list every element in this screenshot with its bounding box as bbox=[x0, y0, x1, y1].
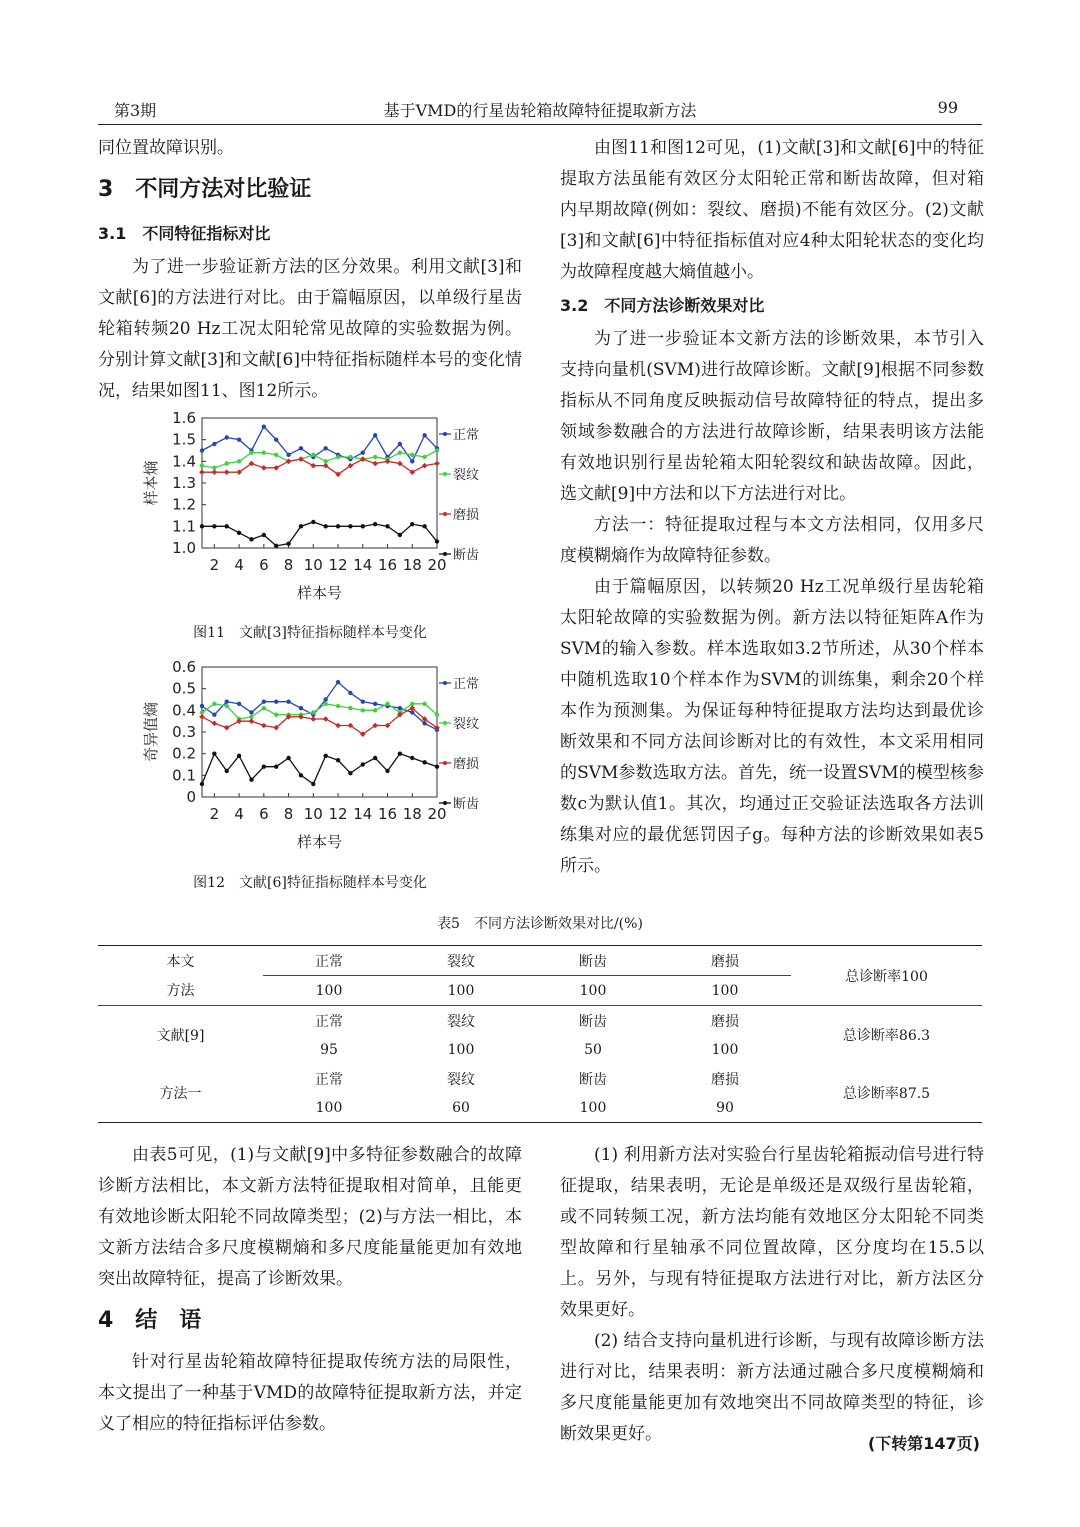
paragraph: (2) 结合支持向量机进行诊断，与现有故障诊断方法进行对比，结果表明：新方法通过融合多尺度模糊熵和多尺度能量能更加有效地突出不同故障类型的特征，诊断效果更好。 bbox=[560, 1331, 984, 1444]
data-point bbox=[274, 453, 278, 457]
x-tick-label: 12 bbox=[328, 556, 348, 574]
paragraph: 由于篇幅原因，以转频20 Hz工况单级行星齿轮箱太阳轮故障的实验数据为例。新方法以特征矩阵A作为SVM的输入参数。样本选取如3.2节所述，从30个样本中随机选取10个样本作为SVM的训练集，剩余20个样本作为预测集。为保证每种特征提取方法均达到最优诊断效果和不同方法间诊断对比的有效性，本文采用相同的SVM参数选取方法。首先，统一设置SVM的模型核参数c为默认值1。其次，均通过正交验证法选取各方法训练集对应的最优惩罚因子g。每种方法的诊断效果如表5所示。 bbox=[560, 577, 984, 876]
data-point bbox=[335, 723, 341, 729]
data-point bbox=[262, 533, 266, 537]
data-point bbox=[212, 442, 216, 446]
data-point bbox=[249, 718, 255, 724]
legend-marker bbox=[443, 801, 447, 805]
header-cell: 正常 bbox=[263, 1006, 395, 1036]
data-point bbox=[225, 699, 229, 703]
y-tick-label: 0.5 bbox=[172, 679, 196, 698]
data-point bbox=[261, 723, 267, 729]
data-point bbox=[435, 448, 439, 452]
data-point bbox=[336, 680, 340, 684]
data-point bbox=[199, 469, 205, 475]
legend-label: 磨损 bbox=[453, 757, 480, 772]
header-cell: 正常 bbox=[263, 946, 395, 976]
data-point bbox=[410, 522, 414, 526]
data-point bbox=[311, 520, 315, 524]
data-point bbox=[385, 769, 389, 773]
data-point bbox=[398, 533, 402, 537]
data-point bbox=[398, 450, 402, 454]
data-point bbox=[422, 463, 428, 469]
plot-frame bbox=[202, 418, 437, 548]
continuation-note: (下转第147页) bbox=[867, 1434, 980, 1453]
running-header bbox=[98, 96, 982, 125]
data-point bbox=[373, 708, 377, 712]
data-point bbox=[212, 702, 216, 706]
data-point bbox=[398, 442, 402, 446]
table-row bbox=[98, 1064, 982, 1093]
series-line bbox=[202, 754, 437, 784]
x-tick-label: 16 bbox=[377, 556, 398, 574]
paragraph: 为了进一步验证新方法的区分效果。利用文献[3]和文献[6]的方法进行对比。由于篇幅原因，以单级行星齿轮箱转频20 Hz工况太阳轮常见故障的实验数据为例。分别计算文献[3]和文献[6]中特征指标随样本号的变化情况，结果如图11、图12所示。 bbox=[98, 257, 522, 401]
data-point bbox=[361, 450, 365, 454]
data-point bbox=[261, 465, 267, 471]
legend-marker bbox=[443, 512, 447, 516]
y-tick-label: 0.4 bbox=[172, 701, 196, 720]
x-tick-label: 20 bbox=[427, 805, 447, 823]
data-point bbox=[262, 424, 266, 428]
data-point bbox=[410, 756, 414, 760]
data-point bbox=[373, 433, 377, 437]
total-cell: 总诊断率87.5 bbox=[842, 1086, 931, 1102]
data-point bbox=[237, 702, 241, 706]
y-tick-label: 0.2 bbox=[172, 744, 196, 763]
data-point bbox=[274, 699, 278, 703]
data-point bbox=[286, 699, 290, 703]
data-point bbox=[200, 448, 204, 452]
section-3-heading: 3 不同方法对比验证 bbox=[98, 177, 312, 202]
header-cell: 裂纹 bbox=[395, 946, 527, 976]
data-point bbox=[224, 469, 230, 475]
x-tick-label: 8 bbox=[283, 805, 294, 823]
data-point bbox=[361, 708, 365, 712]
y-tick-label: 1.4 bbox=[172, 452, 196, 471]
value-cell: 100 bbox=[315, 1099, 343, 1116]
value-cell: 90 bbox=[716, 1099, 734, 1116]
value-cell: 60 bbox=[452, 1099, 470, 1116]
data-point bbox=[434, 461, 440, 467]
header-cell: 正常 bbox=[315, 1071, 343, 1088]
legend-label: 正常 bbox=[453, 677, 480, 692]
value-cell: 50 bbox=[584, 1041, 602, 1058]
data-point bbox=[225, 435, 229, 439]
plot-frame bbox=[202, 667, 437, 797]
data-point bbox=[422, 455, 426, 459]
section-4-heading: 4 结 语 bbox=[98, 1308, 202, 1333]
legend-marker bbox=[443, 472, 447, 476]
page-number: 99 bbox=[937, 98, 958, 117]
data-point bbox=[422, 524, 426, 528]
data-point bbox=[323, 524, 327, 528]
x-tick-label: 6 bbox=[259, 556, 269, 574]
y-axis-label: 样本熵 bbox=[142, 460, 160, 506]
data-point bbox=[311, 782, 315, 786]
header-cell: 断齿 bbox=[579, 1071, 607, 1088]
data-point bbox=[199, 714, 205, 720]
table-row bbox=[98, 946, 982, 976]
data-point bbox=[200, 463, 204, 467]
data-point bbox=[224, 725, 230, 731]
data-point bbox=[200, 782, 204, 786]
data-point bbox=[225, 524, 229, 528]
running-title: 基于VMD的行星齿轮箱故障特征提取新方法 bbox=[383, 101, 697, 120]
x-tick-label: 14 bbox=[353, 556, 373, 574]
header-cell: 磨损 bbox=[659, 946, 791, 976]
x-axis-label: 样本号 bbox=[296, 584, 343, 602]
y-tick-label: 1.6 bbox=[172, 409, 196, 427]
figure-11-caption: 图11 文献[3]特征指标随样本号变化 bbox=[193, 625, 427, 641]
data-point bbox=[299, 446, 303, 450]
data-point bbox=[348, 455, 352, 459]
data-point bbox=[286, 756, 290, 760]
data-point bbox=[311, 463, 317, 469]
section-3-2-heading: 3.2 不同方法诊断效果对比 bbox=[560, 296, 765, 315]
data-point bbox=[361, 762, 365, 766]
data-point bbox=[212, 712, 216, 716]
data-point bbox=[422, 702, 426, 706]
data-point bbox=[274, 544, 278, 548]
legend-marker bbox=[443, 432, 447, 436]
data-point bbox=[373, 455, 377, 459]
paragraph: 为了进一步验证本文新方法的诊断效果，本节引入支持向量机(SVM)进行故障诊断。文献[9]根据不同参数指标从不同角度反映振动信号故障特征的特点，提出多领域参数融合的方法进行故障诊断，结果表明该方法能有效地识别行星齿轮箱太阳轮裂纹和缺齿故障。因此，选文献[9]中方法和以下方法进行对比。 bbox=[560, 329, 984, 504]
header-cell: 断齿 bbox=[527, 946, 659, 976]
data-point bbox=[435, 539, 439, 543]
data-point bbox=[249, 710, 253, 714]
paragraph: 方法一：特征提取过程与本文方法相同，仅用多尺度模糊熵作为故障特征参数。 bbox=[560, 515, 984, 566]
value-cell: 100 bbox=[579, 1099, 607, 1116]
data-point bbox=[323, 716, 329, 722]
header-cell: 裂纹 bbox=[395, 1006, 527, 1036]
right-column bbox=[560, 133, 984, 882]
value-cell: 100 bbox=[579, 982, 607, 999]
data-point bbox=[273, 465, 279, 471]
total-cell: 总诊断率100 bbox=[845, 968, 928, 985]
value-cell: 100 bbox=[315, 982, 343, 999]
table-5 bbox=[98, 945, 982, 1123]
y-tick-label: 0.6 bbox=[172, 658, 196, 676]
x-tick-label: 8 bbox=[283, 556, 294, 574]
data-point bbox=[398, 706, 402, 710]
data-point bbox=[274, 764, 278, 768]
data-point bbox=[385, 524, 389, 528]
data-point bbox=[311, 453, 315, 457]
data-point bbox=[373, 756, 377, 760]
table-5-caption: 表5 不同方法诊断效果对比/(%) bbox=[437, 916, 643, 932]
legend-label: 正常 bbox=[453, 428, 480, 443]
data-point bbox=[286, 541, 290, 545]
header-cell: 裂纹 bbox=[447, 1071, 475, 1088]
issue-number: 第3期 bbox=[114, 101, 157, 120]
data-point bbox=[299, 524, 303, 528]
paragraph: 由图11和图12可见，(1)文献[3]和文献[6]中的特征提取方法虽能有效区分太阳轮正常和断齿故障，但对箱内早期故障(例如：裂纹、磨损)不能有效区分。(2)文献[3]和文献[6]中特征指标值对应4种太阳轮状态的变化均为故障程度越大熵值越小。 bbox=[560, 138, 984, 282]
data-point bbox=[435, 764, 439, 768]
data-point bbox=[360, 456, 366, 462]
data-point bbox=[348, 706, 352, 710]
method-cell: 本文 bbox=[166, 953, 195, 970]
data-point bbox=[299, 706, 303, 710]
bottom-right-column bbox=[560, 1140, 984, 1450]
data-point bbox=[435, 712, 439, 716]
data-point bbox=[262, 706, 266, 710]
header-cell: 断齿 bbox=[527, 1006, 659, 1036]
legend-marker bbox=[443, 552, 447, 556]
y-tick-label: 1.2 bbox=[172, 495, 196, 514]
data-point bbox=[212, 751, 216, 755]
data-point bbox=[348, 771, 352, 775]
x-tick-label: 4 bbox=[234, 805, 244, 823]
data-point bbox=[225, 461, 229, 465]
data-point bbox=[286, 459, 292, 465]
value-cell: 100 bbox=[711, 1041, 739, 1058]
data-point bbox=[323, 697, 327, 701]
data-point bbox=[249, 537, 253, 541]
data-point bbox=[373, 522, 377, 526]
y-tick-label: 1.0 bbox=[172, 539, 196, 557]
value-cell: 100 bbox=[711, 982, 739, 999]
data-point bbox=[249, 450, 253, 454]
data-point bbox=[372, 461, 378, 467]
y-tick-label: 1.3 bbox=[172, 474, 196, 492]
y-tick-label: 0.3 bbox=[172, 723, 196, 741]
section-3-1-heading: 3.1 不同特征指标对比 bbox=[98, 224, 271, 243]
data-point bbox=[361, 699, 365, 703]
x-tick-label: 2 bbox=[209, 556, 220, 574]
data-point bbox=[348, 524, 352, 528]
y-tick-label: 1.1 bbox=[172, 517, 196, 536]
data-point bbox=[212, 721, 218, 727]
data-point bbox=[212, 469, 218, 475]
data-point bbox=[262, 764, 266, 768]
total-cell: 总诊断率86.3 bbox=[791, 1006, 982, 1065]
data-point bbox=[212, 524, 216, 528]
left-column bbox=[98, 133, 522, 407]
x-tick-label: 18 bbox=[402, 556, 422, 574]
data-point bbox=[323, 702, 327, 706]
data-point bbox=[323, 754, 327, 758]
figure-12-caption: 图12 文献[6]特征指标随样本号变化 bbox=[193, 875, 427, 891]
x-tick-label: 20 bbox=[427, 556, 447, 574]
method-cell: 文献[9] bbox=[98, 1006, 263, 1065]
data-point bbox=[262, 450, 266, 454]
value-cell: 100 bbox=[447, 1041, 475, 1058]
y-axis-label: 奇异值熵 bbox=[142, 701, 160, 763]
data-point bbox=[311, 716, 317, 722]
paragraph: 由表5可见，(1)与文献[9]中多特征参数融合的故障诊断方法相比，本文新方法特征提取相对简单，且能更有效地诊断太阳轮不同故障类型；(2)与方法一相比，本文新方法结合多尺度模糊熵和多尺度能量能更加有效地突出故障特征，提高了诊断效果。 bbox=[98, 1145, 522, 1289]
data-point bbox=[422, 760, 426, 764]
data-point bbox=[225, 769, 229, 773]
value-cell: 95 bbox=[320, 1041, 338, 1058]
y-tick-label: 0.1 bbox=[172, 766, 196, 785]
x-tick-label: 4 bbox=[234, 556, 244, 574]
data-point bbox=[225, 704, 229, 708]
data-point bbox=[422, 433, 426, 437]
legend-label: 裂纹 bbox=[453, 468, 480, 483]
data-point bbox=[398, 751, 402, 755]
data-point bbox=[237, 754, 241, 758]
data-point bbox=[361, 524, 365, 528]
data-point bbox=[262, 699, 266, 703]
x-axis-label: 样本号 bbox=[296, 833, 343, 851]
legend-label: 断齿 bbox=[453, 548, 480, 563]
x-tick-label: 18 bbox=[402, 805, 422, 823]
data-point bbox=[336, 524, 340, 528]
data-point bbox=[311, 710, 315, 714]
data-point bbox=[286, 453, 290, 457]
figure-11-chart bbox=[140, 408, 485, 608]
data-point bbox=[298, 456, 304, 462]
legend-marker bbox=[443, 721, 447, 725]
x-tick-label: 12 bbox=[328, 805, 348, 823]
data-point bbox=[336, 455, 340, 459]
data-point bbox=[200, 704, 204, 708]
x-tick-label: 14 bbox=[353, 805, 373, 823]
method-cell: 方法一 bbox=[159, 1086, 202, 1102]
paragraph: (1) 利用新方法对实验台行星齿轮箱振动信号进行特征提取，结果表明，无论是单级还是双级行星齿轮箱，或不同转频工况，新方法均能有效地区分太阳轮不同类型故障和行星轴承不同位置故障，区分度均在15.5以上。另外，与现有特征提取方法进行对比，新方法区分效果更好。 bbox=[560, 1145, 984, 1320]
data-point bbox=[299, 773, 303, 777]
continued-text: 同位置故障识别。 bbox=[98, 138, 234, 158]
data-point bbox=[249, 777, 253, 781]
data-point bbox=[336, 704, 340, 708]
legend-label: 磨损 bbox=[453, 508, 480, 523]
x-tick-label: 16 bbox=[377, 805, 398, 823]
data-point bbox=[373, 702, 377, 706]
value-cell: 100 bbox=[447, 982, 475, 999]
data-point bbox=[237, 437, 241, 441]
table-row bbox=[98, 1006, 982, 1036]
legend-label: 裂纹 bbox=[453, 717, 480, 732]
x-tick-label: 10 bbox=[303, 556, 323, 574]
legend-label: 断齿 bbox=[453, 797, 480, 812]
figure-12-chart bbox=[140, 657, 485, 857]
data-point bbox=[237, 531, 241, 535]
data-point bbox=[323, 446, 327, 450]
data-point bbox=[410, 453, 414, 457]
legend-marker bbox=[443, 681, 447, 685]
data-point bbox=[348, 691, 352, 695]
paragraph: 针对行星齿轮箱故障特征提取传统方法的局限性，本文提出了一种基于VMD的故障特征提取新方法，并定义了相应的特征指标评估参数。 bbox=[98, 1352, 522, 1434]
header-cell: 磨损 bbox=[659, 1006, 791, 1036]
data-point bbox=[336, 758, 340, 762]
bottom-left-column bbox=[98, 1140, 522, 1440]
x-tick-label: 2 bbox=[209, 805, 220, 823]
data-point bbox=[237, 459, 241, 463]
data-point bbox=[274, 712, 278, 716]
y-tick-label: 0 bbox=[186, 788, 196, 806]
header-cell: 磨损 bbox=[711, 1071, 739, 1088]
x-tick-label: 6 bbox=[259, 805, 269, 823]
data-point bbox=[385, 702, 389, 706]
data-point bbox=[274, 437, 278, 441]
legend-marker bbox=[443, 761, 447, 765]
x-tick-label: 10 bbox=[303, 805, 323, 823]
data-point bbox=[410, 459, 414, 463]
method-cell: 方法 bbox=[166, 983, 195, 1000]
data-point bbox=[200, 524, 204, 528]
y-tick-label: 1.5 bbox=[172, 430, 196, 449]
